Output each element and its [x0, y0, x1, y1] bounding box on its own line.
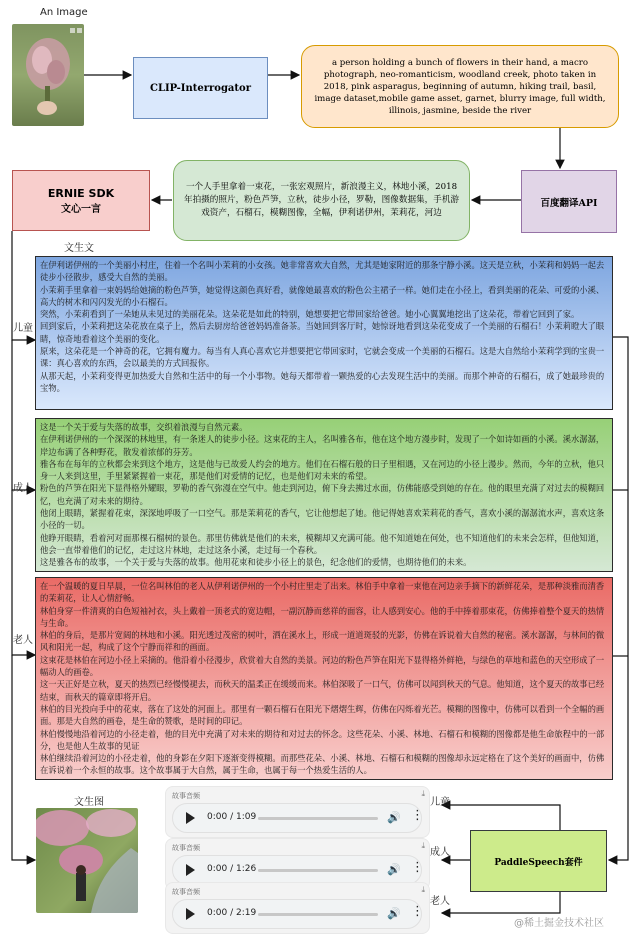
volume-icon[interactable]: 🔊	[387, 863, 401, 876]
download-icon[interactable]: ⤓	[421, 789, 425, 798]
audio-time: 0:00 / 1:26	[207, 864, 257, 874]
ernie-sdk-label: ERNIE SDK	[47, 186, 115, 200]
story-paragraph: 在伊利诺伊州的一个美丽小村庄，住着一个名叫小茉莉的小女孩。她非常喜欢大自然，尤其是她家附近的那条宁静小溪。这天是立秋，小茉莉和妈妈一起去徒步小径散步，感受大自然的美丽。	[40, 260, 605, 283]
story-paragraph: 林伯身穿一件清爽的白色短袖衬衣，头上戴着一顶老式的宽边帽，一副沉静而慈祥的面容，让人感到安心。他的手中捧着那束花，仿佛捧着整个夏天的热情与生命。	[40, 605, 605, 628]
arrow-ernie-to-adult	[12, 340, 35, 490]
baidu-translate-box	[521, 170, 617, 233]
story-panel-elder	[35, 577, 613, 780]
audio-player-elder	[165, 882, 430, 934]
story-panel-child	[35, 256, 613, 410]
story-paragraph: 林伯继续沿着河边的小径走着，他的身影在夕阳下逐渐变得模糊。而那些花朵、小溪、林地、石榴石和模糊的图像却永远定格在了这个美好的画面中，仿佛在诉说着一个永恒的故事。这个故事属于大自然，属于生命，也属于每一个热爱生活的人。	[40, 753, 605, 776]
audio-progress-slider[interactable]	[258, 913, 378, 916]
audio-age-label-child: 儿童	[430, 797, 450, 808]
input-photo	[12, 24, 84, 126]
ernie-sdk-box	[12, 170, 150, 231]
arrow-ernie-to-image	[12, 655, 35, 860]
audio-time: 0:00 / 2:19	[207, 908, 257, 918]
story-paragraph: 在伊利诺伊州的一个深深的林地里，有一条迷人的徒步小径。这束花的主人，名叫雅各布，他在这个地方漫步时，发现了一个如诗如画的小溪。溪水潺潺，岸边布满了各种野花，散发着浓郁的芬芳。	[40, 434, 605, 457]
volume-icon[interactable]: 🔊	[387, 907, 401, 920]
english-prompt-box	[301, 45, 619, 128]
baidu-translate-label: 百度翻译API	[540, 197, 598, 209]
story-paragraph: 在一个温暖的夏日早晨，一位名叫林伯的老人从伊利诺伊州的一个小村庄里走了出来。林伯手中拿着一束他在河边亲手摘下的新鲜花朵，是那种淡雅而清香的茉莉花，让人心情舒畅。	[40, 581, 605, 604]
story-paragraph: 从那天起，小茉莉变得更加热爱大自然和生活中的每一个小事物。她每天都带着一颗热爱的心去发现生活中的美丽。而那个神奇的石榴石，成了她最珍贵的宝物。	[40, 370, 605, 393]
play-icon[interactable]	[186, 908, 195, 920]
story-paragraph: 雅各布在每年的立秋都会来到这个地方，这是他与已故爱人约会的地方。他们在石榴石般的日子里相遇，又在河边的小径上漫步。然而，今年的立秋，他只身一人来到这里，手里紧紧握着一束花，那是他们对爱情的记忆，也是他们对未来的希望。	[40, 458, 605, 482]
age-label-child: 儿童	[13, 323, 33, 334]
story-paragraph: 他睁开眼睛，看着河对面那棵石榴树的景色。那里仿佛就是他们的未来，模糊却又充满可能。他不知道她在何处，也不知道他们的未来会怎样，但他知道，他会一直带着他们的记忆，走过这片林地，走过这条小溪，走过每一个春秋。	[40, 532, 605, 555]
story-paragraph: 小茉莉手里拿着一束妈妈给她摘的粉色芦笋，她觉得这颜色真好看，就像她最喜欢的粉色公主裙子一样。她们走在小径上，看到美丽的花朵、可爱的小溪、高大的树木和闪闪发光的小石榴石。	[40, 284, 605, 307]
audio-progress-slider[interactable]	[258, 817, 378, 820]
audio-header: 故事音频	[172, 888, 200, 896]
story-paragraph: 他闭上眼睛，紧握着花束，深深地呼吸了一口空气。那是茉莉花的香气，它让他想起了她。他记得她喜欢茉莉花的香气，喜欢小溪的潺潺流水声，喜欢这条小径的一切。	[40, 508, 605, 531]
story-paragraph: 粉色的芦笋在阳光下显得格外耀眼，罗勒的香气弥漫在空气中。他走到河边，俯下身去拂过水面，仿佛能感受到她的存在。他的眼里充满了对过去的模糊回忆，也充满了对未来的期待。	[40, 483, 605, 506]
more-options-icon[interactable]: ⋮	[411, 808, 424, 823]
play-icon[interactable]	[186, 812, 195, 824]
audio-player-child	[165, 786, 430, 838]
audio-progress-slider[interactable]	[258, 869, 378, 872]
story-paragraph: 林伯的目光投向手中的花束，落在了这处的河面上。那里有一颗石榴石在阳光下熠熠生辉，仿佛在闪烁着光芒。模糊的图像中，仿佛可以看到一个全幅的画面。那是大自然的画卷，是生命的赞歌，是时间的印记。	[40, 703, 605, 727]
ernie-wenxin-label: 文心一言	[61, 203, 101, 215]
audio-age-label-elder: 老人	[430, 896, 450, 907]
more-options-icon[interactable]: ⋮	[411, 904, 424, 919]
audio-header: 故事音频	[172, 792, 200, 800]
story-paragraph: 这束花是林伯在河边小径上采摘的。他沿着小径漫步，欣赏着大自然的美景。河边的粉色芦笋在阳光下显得格外鲜艳，与绿色的草地和蓝色的天空形成了一幅动人的画卷。	[40, 654, 605, 678]
story-panel-adult	[35, 418, 613, 572]
more-options-icon[interactable]: ⋮	[411, 860, 424, 875]
story-paragraph: 回到家后，小茉莉把这朵花放在桌子上，然后去厨房给爸爸妈妈准备茶。当她回到客厅时，她惊讶地看到这朵花变成了一个美丽的石榴石！小茉莉瞪大了眼睛，惊奇地看着这个美丽的变化。	[40, 321, 605, 344]
play-icon[interactable]	[186, 864, 195, 876]
story-paragraph: 原来，这朵花是一个神奇的花，它拥有魔力。每当有人真心喜欢它并想要把它带回家时，它就会变成一个美丽的石榴石。这是大自然给小茉莉学到的宝贵一课：真心喜欢的东西，会以最美的方式回报你。	[40, 346, 605, 369]
audio-time: 0:00 / 1:09	[207, 812, 257, 822]
age-label-elder: 老人	[13, 635, 33, 646]
story-paragraph: 林伯慢慢地沿着河边的小径走着，他的目光中充满了对未来的期待和对过去的怀念。这些花朵、小溪、林地、石榴石和模糊的图像都是他生命旅程中的一部分，也是他人生故事的见证	[40, 728, 605, 751]
clip-interrogator-label: CLIP-Interrogator	[150, 82, 251, 94]
generated-photo	[36, 808, 138, 913]
download-icon[interactable]: ⤓	[421, 885, 425, 894]
audio-controls	[172, 899, 422, 929]
input-image-label: An Image	[40, 7, 88, 18]
arrow-paddle-to-audio-child	[442, 805, 560, 830]
audio-header: 故事音频	[172, 844, 200, 852]
story-paragraph: 林伯的身后，是那片宽阔的林地和小溪。阳光透过茂密的树叶，洒在溪水上，形成一道道斑驳的光影，仿佛在诉说着大自然的秘密。溪水潺潺，与林间的微风和阳光一起，构成了这个宁静而祥和的画面。	[40, 630, 605, 653]
story-paragraph: 突然，小茉莉看到了一朵她从未见过的美丽花朵。这朵花是如此的特别，她想要把它带回家给爸爸。她小心翼翼地挖出了这朵花，带着它回到了家。	[40, 309, 580, 320]
text-to-text-label: 文生文	[64, 243, 94, 254]
age-label-adult: 成人	[13, 483, 33, 494]
volume-icon[interactable]: 🔊	[387, 811, 401, 824]
audio-age-label-adult: 成人	[430, 847, 450, 858]
clip-interrogator-box	[133, 57, 268, 119]
english-prompt-text: a person holding a bunch of flowers in their hand, a macro photograph, neo-romanticism, woodland creek, photo taken in 2018, pink asparagus, beginning of autumn, hiking trail, basil, image dataset,mobile game asset, garnet, blurry image, full width, illinois, jasmine, beside the river	[314, 57, 606, 116]
text-to-image-label: 文生图	[74, 797, 104, 808]
paddlespeech-box	[470, 830, 607, 892]
audio-controls	[172, 803, 422, 833]
story-paragraph: 这是雅各布的故事，一个关于爱与失落的故事。他用花束和徒步小径上的景色，纪念他们的爱情，也期待他们的未来。	[40, 557, 472, 568]
download-icon[interactable]: ⤓	[421, 841, 425, 850]
paddlespeech-label: PaddleSpeech套件	[494, 857, 583, 868]
watermark: @稀土掘金技术社区	[514, 918, 604, 929]
chinese-prompt-box	[173, 160, 470, 241]
chinese-prompt-text: 一个人手里拿着一束花，一张宏观照片，新浪漫主义，林地小溪，2018年拍摄的照片，粉色芦笋，立秋，徒步小径，罗勒，图像数据集，手机游戏资产，石榴石，模糊图像，全幅，伊利诺伊州，茉莉花，河边	[184, 182, 460, 218]
arrow-paddle-to-audio-elder	[442, 890, 560, 913]
story-paragraph: 这是一个关于爱与失落的故事，交织着浪漫与自然元素。	[40, 422, 248, 432]
story-paragraph: 这一天正好是立秋，夏天的热烈已经慢慢褪去，而秋天的温柔正在缓缓而来。林伯深吸了一口气，仿佛可以闻到秋天的气息。他知道，这个夏天的故事已经结束，而秋天的篇章即将开启。	[40, 679, 605, 702]
audio-controls	[172, 855, 422, 885]
